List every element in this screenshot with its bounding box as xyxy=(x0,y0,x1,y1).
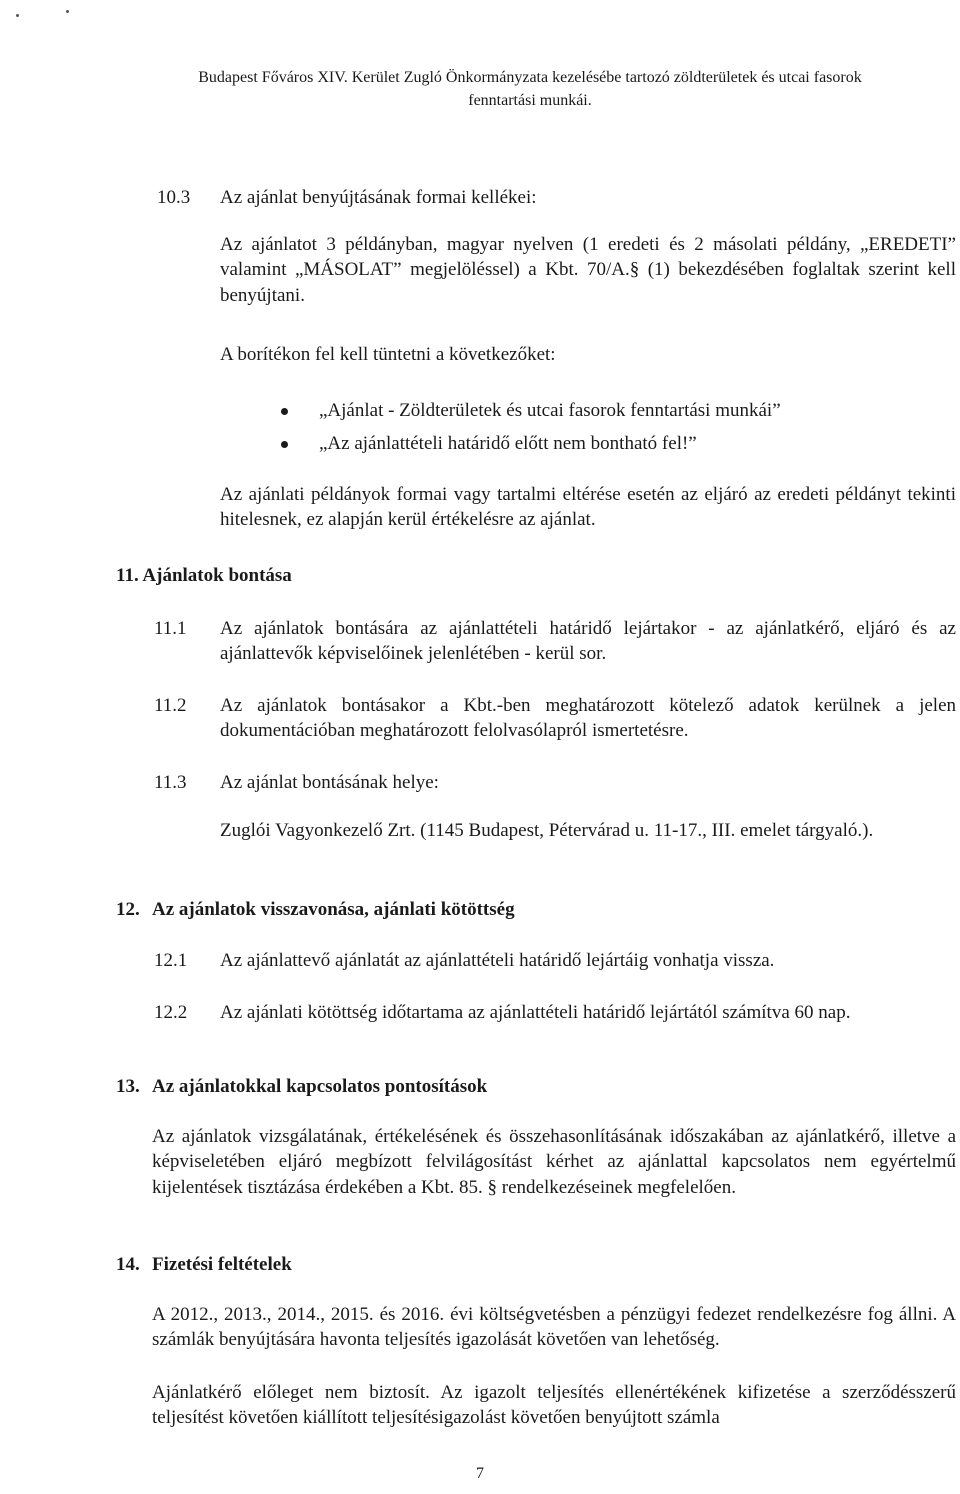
scan-speck xyxy=(16,14,19,17)
paragraph: Az ajánlatot 3 példányban, magyar nyelven (1 eredeti és 2 másolati példány, „EREDETI” valamint „MÁSOLAT” megjelöléssel) a Kbt. 70/A.§ (1) bekezdésében foglaltak szerint kell benyújtani. xyxy=(220,234,956,306)
item-text: Az ajánlattevő ajánlatát az ajánlattételi határidő lejártáig vonhatja vissza. xyxy=(220,950,775,971)
list-item xyxy=(281,427,956,460)
section-title: Az ajánlatokkal kapcsolatos pontosítások xyxy=(152,1076,488,1097)
list-item xyxy=(281,394,956,427)
item-number: 12.1 xyxy=(154,950,188,971)
bullet-list xyxy=(281,394,956,460)
section-number: 14. xyxy=(116,1254,140,1275)
item-text: Az ajánlat bontásának helye: xyxy=(220,772,439,793)
list-item-text: „Ajánlat - Zöldterületek és utcai fasorok fenntartási munkái” xyxy=(319,400,781,421)
paragraph: Ajánlatkérő előleget nem biztosít. Az igazolt teljesítés ellenértékének kifizetése a szerződésszerű teljesítést követően kiállított teljesítésigazolást követően benyújtott számla xyxy=(152,1382,956,1429)
bullet-icon xyxy=(281,441,288,448)
header-line-2: fenntartási munkái. xyxy=(468,92,592,110)
section-number: 10.3 xyxy=(157,187,191,208)
paragraph: Az ajánlatok vizsgálatának, értékelésének és összehasonlításának időszakában az ajánlatkérő, illetve a képviseletében eljáró megbízott felvilágosítást kérhet az ajánlattal kapcsolatos nem egyértelmű kijelentések tisztázása érdekében a Kbt. 85. § rendelkezéseinek megfelelően. xyxy=(152,1126,956,1198)
page-header xyxy=(150,66,910,112)
item-text: Az ajánlatok bontásakor a Kbt.-ben meghatározott kötelező adatok kerülnek a jelen dokumentációban meghatározott felolvasólapról ismertetésre. xyxy=(220,695,956,742)
item-text: Az ajánlatok bontására az ajánlattételi határidő lejártakor - az ajánlatkérő, eljáró és az ajánlattevők képviselőinek jelenlétében - kerül sor. xyxy=(220,618,956,665)
address-text: Zuglói Vagyonkezelő Zrt. (1145 Budapest, Pétervárad u. 11-17., III. emelet tárgyaló.). xyxy=(220,820,874,841)
section-number: 13. xyxy=(116,1076,140,1097)
item-number: 11.1 xyxy=(154,618,187,639)
list-item-text: „Az ajánlattételi határidő előtt nem bontható fel!” xyxy=(319,433,697,454)
section-number: 12. xyxy=(116,899,140,920)
paragraph: A 2012., 2013., 2014., 2015. és 2016. évi költségvetésben a pénzügyi fedezet rendelkezésre fog állni. A számlák benyújtására havonta teljesítés igazolását követően van lehetőség. xyxy=(152,1304,956,1351)
section-heading: 11. Ajánlatok bontása xyxy=(116,565,292,586)
item-text: Az ajánlati kötöttség időtartama az ajánlattételi határidő lejártától számítva 60 nap. xyxy=(220,1002,851,1023)
page-number: 7 xyxy=(476,1465,484,1482)
header-line-1: Budapest Főváros XIV. Kerület Zugló Önkormányzata kezelésébe tartozó zöldterületek és utcai fasorok xyxy=(198,69,862,86)
item-number: 11.3 xyxy=(154,772,187,793)
section-title: Az ajánlatok visszavonása, ajánlati kötöttség xyxy=(152,899,515,920)
item-number: 12.2 xyxy=(154,1002,188,1023)
section-title: Fizetési feltételek xyxy=(152,1254,292,1275)
paragraph: A borítékon fel kell tüntetni a következőket: xyxy=(220,344,556,365)
paragraph: Az ajánlati példányok formai vagy tartalmi eltérése esetén az eljáró az eredeti példányt tekinti hitelesnek, ez alapján kerül értékelésre az ajánlat. xyxy=(220,484,956,531)
scan-speck xyxy=(66,10,69,13)
bullet-icon xyxy=(281,408,288,415)
section-title: Az ajánlat benyújtásának formai kellékei: xyxy=(220,187,537,208)
item-number: 11.2 xyxy=(154,695,187,716)
